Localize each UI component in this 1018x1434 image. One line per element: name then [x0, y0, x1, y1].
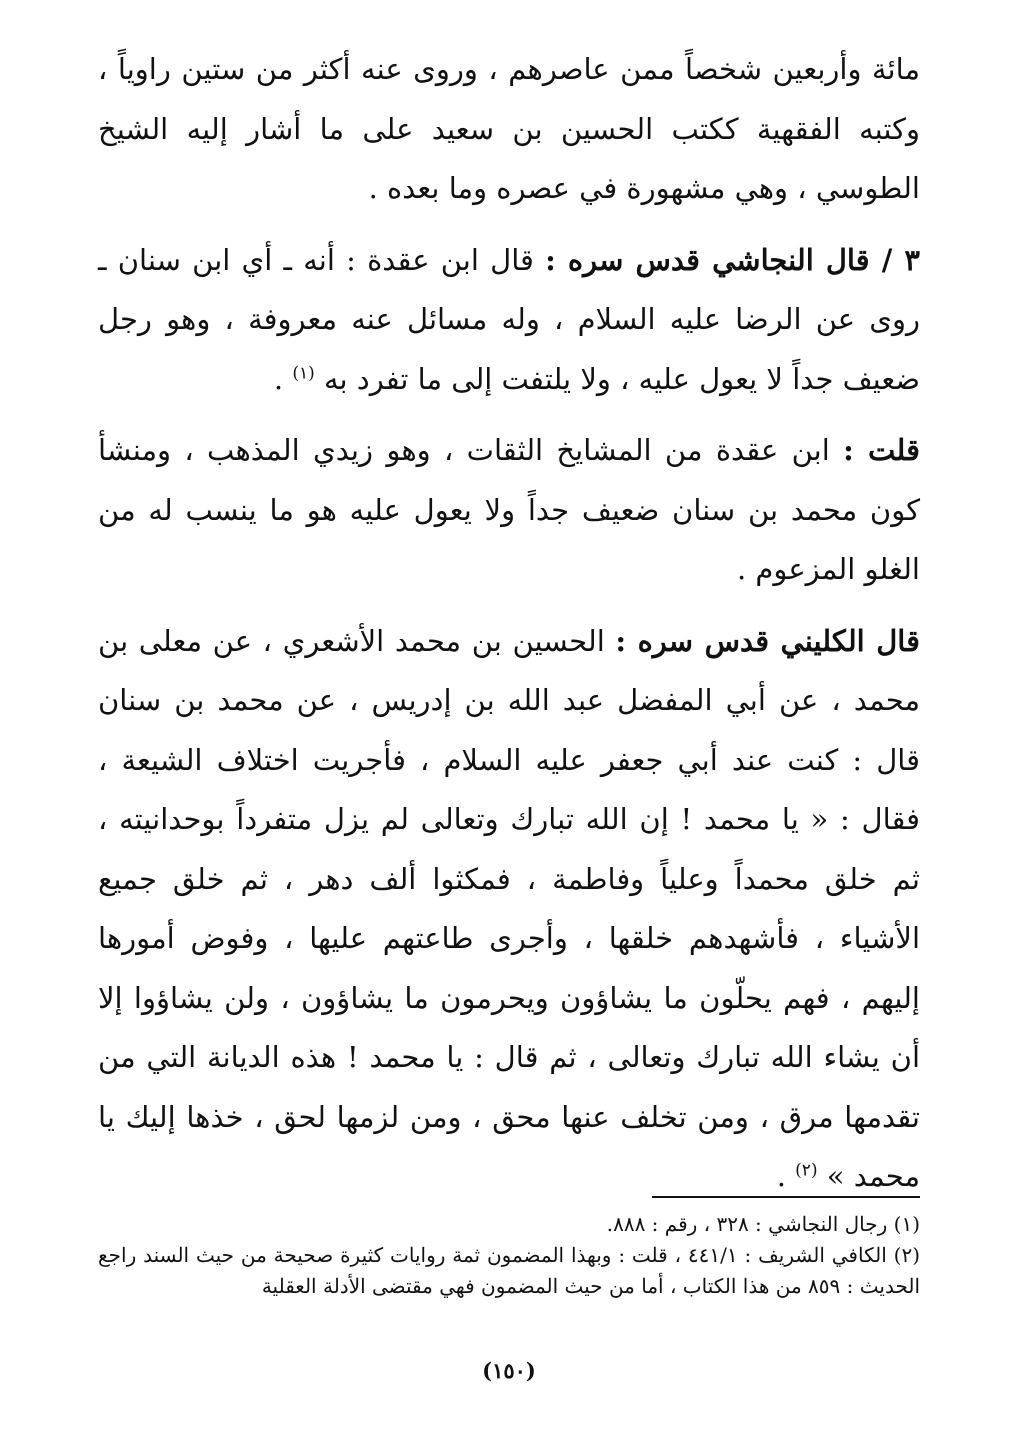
footnote-2: (٢) الكافي الشريف : ٤٤١/١ ، قلت : وبهذا المضمون ثمة روايات كثيرة صحيحة من حيث السند راجع الحديث : ٨٥٩ من هذا الكتاب ، أما من حيث المضمون فهي مقتضى الأدلة العقلية	[98, 1243, 920, 1298]
paragraph-text: ابن عقدة من المشايخ الثقات ، وهو زيدي المذهب ، ومنشأ كون محمد بن سنان ضعيف جداً ولا يعول عليه هو ما ينسب له من الغلو المزعوم .	[98, 433, 920, 586]
paragraph-tail: .	[273, 361, 293, 396]
paragraph-1	[98, 40, 920, 219]
page-body	[98, 40, 920, 1219]
paragraph-text: مائة وأربعين شخصاً ممن عاصرهم ، وروى عنه أكثر من ستين راوياً ، وكتبه الفقهية ككتب الحسين بن سعيد على ما أشار إليه الشيخ الطوسي ، وهي مشهورة في عصره وما بعده .	[98, 52, 920, 205]
paragraph-lead: قال الكليني قدس سره :	[615, 623, 920, 658]
paragraph-3	[98, 421, 920, 600]
paragraph-lead: ٣ / قال النجاشي قدس سره :	[545, 242, 920, 277]
footnote-ref-2[interactable]: (٢)	[795, 1160, 818, 1181]
footnote-divider	[652, 1196, 920, 1198]
paragraph-2	[98, 231, 920, 410]
paragraph-tail: .	[776, 1159, 796, 1193]
paragraph-4	[98, 612, 920, 1207]
paragraph-text: الحسين بن محمد الأشعري ، عن معلى بن محمد ، عن أبي المفضل عبد الله بن إدريس ، عن محمد بن سنان قال : كنت عند أبي جعفر عليه السلام ، فأجريت اختلاف الشيعة ، فقال : « يا محمد ! إن الله تبارك وتعالى لم يزل متفرداً بوحدانيته ، ثم خلق محمداً وعلياً وفاطمة ، فمكثوا ألف دهر ، ثم خلق جميع الأشياء ، فأشهدهم خلقها ، وأجرى طاعتهم عليها ، وفوض أمورها إليهم ، فهم يحلّون ما يشاؤون ويحرمون ما يشاؤون ، ولن يشاؤوا إلا أن يشاء الله تبارك وتعالى ، ثم قال : يا محمد ! هذه الديانة التي من تقدمها مرق ، ومن تخلف عنها محق ، ومن لزمها لحق ، خذها إليك يا محمد »	[98, 623, 921, 1193]
page-number: (١٥٠)	[482, 1358, 536, 1383]
footnote-1: (١) رجال النجاشي : ٣٢٨ ، رقم : ٨٨٨.	[606, 1212, 920, 1236]
footnotes	[98, 1209, 920, 1302]
paragraph-text: قال ابن عقدة : أنه ـ أي ابن سنان ـ روى عن الرضا عليه السلام ، وله مسائل عنه معروفة ، وهو رجل ضعيف جداً لا يعول عليه ، ولا يلتفت إلى ما تفرد به	[98, 242, 920, 396]
footnote-ref-1[interactable]: (١)	[292, 362, 315, 383]
paragraph-lead: قلت :	[843, 433, 920, 467]
